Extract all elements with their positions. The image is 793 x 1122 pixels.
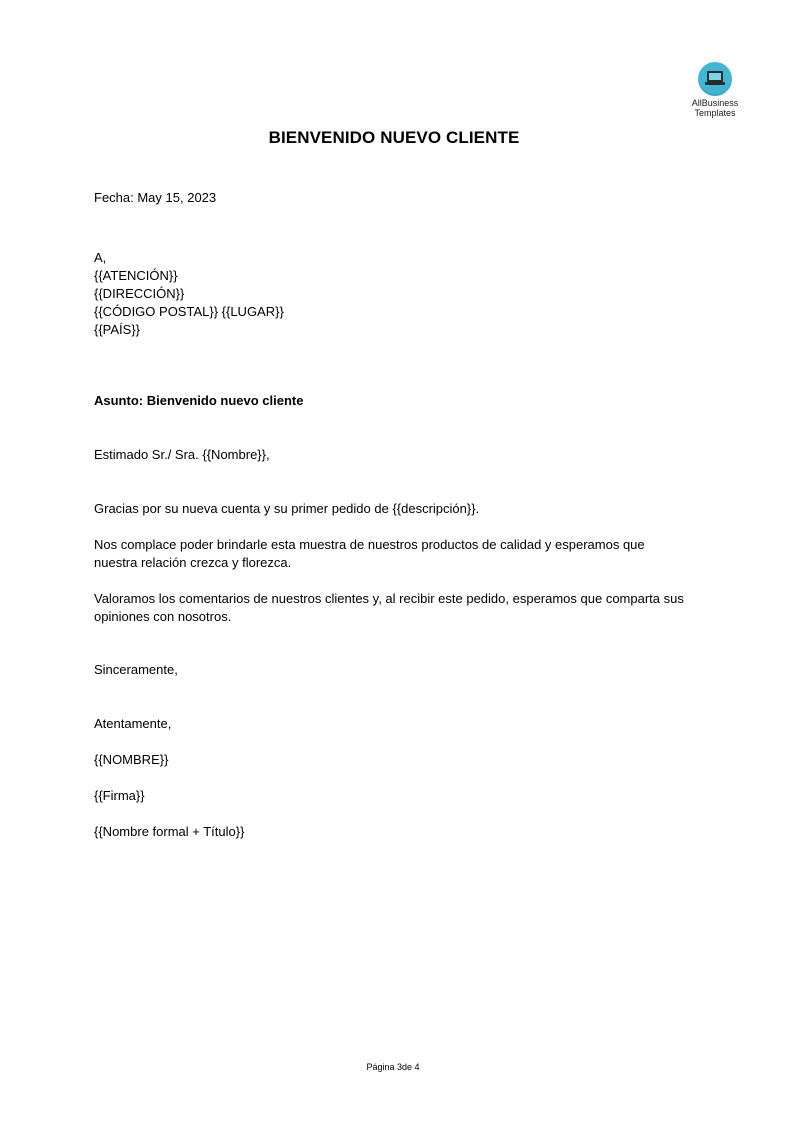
date-line: Fecha: May 15, 2023: [94, 190, 217, 205]
salutation: Estimado Sr./ Sra. {{Nombre}},: [94, 447, 270, 462]
closing-formal-title: {{Nombre formal + Título}}: [94, 824, 245, 839]
company-logo: [682, 62, 748, 118]
subject-line: Asunto: Bienvenido nuevo cliente: [94, 393, 304, 408]
body-paragraph-1: Gracias por su nueva cuenta y su primer pedido de {{descripción}}.: [94, 501, 480, 516]
closing-regards: Atentamente,: [94, 716, 172, 731]
page-number-footer: Página 3de 4: [366, 1062, 420, 1072]
address-country: {{PAÍS}}: [94, 322, 141, 337]
body-paragraph-2-line-2: nuestra relación crezca y florezca.: [94, 555, 292, 570]
laptop-icon: [698, 62, 732, 96]
address-postal-place: {{CÓDIGO POSTAL}} {{LUGAR}}: [94, 304, 284, 319]
address-street: {{DIRECCIÓN}}: [94, 286, 185, 301]
logo-text-line1: AllBusiness: [691, 98, 739, 108]
body-paragraph-2-line-1: Nos complace poder brindarle esta muestra de nuestros productos de calidad y esperamos que: [94, 537, 645, 552]
closing-sincerely: Sinceramente,: [94, 662, 178, 677]
closing-signature: {{Firma}}: [94, 788, 145, 803]
body-paragraph-3-line-1: Valoramos los comentarios de nuestros clientes y, al recibir este pedido, esperamos que comparta sus: [94, 591, 684, 606]
address-to: A,: [94, 250, 107, 265]
closing-name: {{NOMBRE}}: [94, 752, 169, 767]
address-attention: {{ATENCIÓN}}: [94, 268, 178, 283]
logo-text-line2: Templates: [694, 108, 736, 118]
page-title: BIENVENIDO NUEVO CLIENTE: [268, 128, 520, 147]
body-paragraph-3-line-2: opiniones con nosotros.: [94, 609, 232, 624]
